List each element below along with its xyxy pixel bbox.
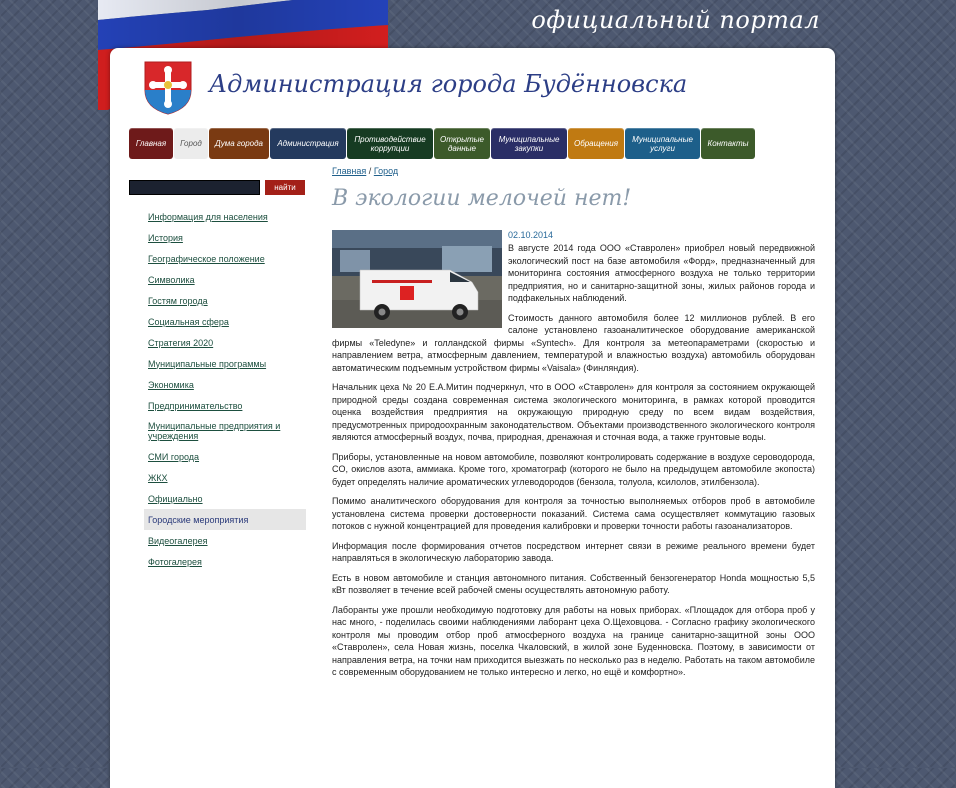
sidebar-item[interactable]: Информация для населения [148, 211, 268, 222]
sidebar-item[interactable]: Фотогалерея [148, 556, 202, 567]
article-paragraph: Приборы, установленные на новом автомобиле, позволяют контролировать содержание в воздухе сероводорода, CO, окислов азота, аммиака. Кроме того, хроматограф (которого не было на предыдущем автомобиле экопоста) будет определять наличие ароматических углеводородов (бензола, толуола, ксилолов, этилбензола). [332, 451, 815, 487]
article-paragraph: Лаборанты уже прошли необходимую подготовку для работы на новых приборах. «Площадок для отбора проб у нас много, - поделилась своими наблюдениями лаборант цеха О.Щеховцова. - Согласно графику экологического контроля мы проводим отбор проб атмосферного воздуха на границе санитарно-защитной зоны ООО «Ставролен», села Новая жизнь, поселка Чкаловский, в жилой зоне Буденновска. Поэтому, в зависимости от направления ветра, на точки нам приходится выезжать по несколько раз в неделю. Работать на таком автомобиле с современным оборудованием не только интересно и легко, но ещё и комфортно». [332, 604, 815, 677]
sidebar-item[interactable]: Муниципальные предприятия и учреждения [148, 421, 281, 441]
search-button[interactable]: найти [265, 180, 305, 195]
nav-tab-anticorruption[interactable]: Противодействие коррупции [347, 128, 433, 159]
article-paragraph: Есть в новом автомобиле и станция автономного питания. Собственный бензогенератор Honda мощностью 5,5 кВт позволяет в течение всей рабочей смены осуществлять автономную работу. [332, 572, 815, 595]
nav-tab-open-data[interactable]: Открытые данные [434, 128, 490, 159]
page-container [110, 48, 835, 788]
breadcrumb-separator: / [368, 166, 372, 176]
site-title: Администрация города Будённовска [209, 70, 688, 98]
nav-tab-services[interactable]: Муниципальные услуги [625, 128, 700, 159]
nav-tab-contacts[interactable]: Контакты [701, 128, 755, 159]
nav-tab-procurement[interactable]: Муниципальные закупки [491, 128, 567, 159]
sidebar-item[interactable]: История [148, 232, 183, 243]
sidebar-item[interactable]: СМИ города [148, 451, 200, 462]
article-paragraph: Помимо аналитического оборудования для контроля за точностью выполняемых отборов проб в автомобиле установлена система проверки достоверности показаний. Система сама осуществляет коммутацию газовых потоков с нужной концентрацией для проведения калибровки и проверки точности работы газоанализаторов. [332, 496, 815, 531]
nav-tab-appeals[interactable]: Обращения [568, 128, 624, 159]
article-paragraph: Начальник цеха № 20 Е.А.Митин подчеркнул, что в ООО «Ставролен» для контроля за состоянием окружающей природной среды создана современная система экологического мониторинга, в рамках которой проводится оценка воздействия предприятия на окружающую природную среду по всем видам воздействия, предусмотренных природоохранным законодательством. Объектами производственного экологического контроля являются атмосферный воздух, почва, природная, дренажная и сточная вода, а также грунтовые воды. [332, 382, 815, 442]
portal-title: официальный портал [531, 6, 820, 34]
breadcrumb-current-link[interactable]: Город [373, 166, 399, 176]
article-paragraph: Стоимость данного автомобиля более 12 миллионов рублей. В его салоне установлено газоаналитическое оборудование американской фирмы «Teledyne» и голландской фирмы «Syntech». Для контроля за метеопараметрами (скоростью и направлением ветра, атмосферным давлением, температурой и влажностью воздуха) автомобиль оборудован автоматическим подъемным устройством фирмы «Vaisala» (Финляндия). [332, 312, 815, 373]
sidebar-item[interactable]: ЖКХ [148, 472, 168, 483]
coat-of-arms-logo [143, 60, 193, 116]
nav-tab-administration[interactable]: Администрация [270, 128, 346, 159]
article-title: В экологии мелочей нет! [332, 186, 632, 211]
nav-tab-home[interactable]: Главная [129, 128, 173, 159]
breadcrumb-home-link[interactable]: Главная [332, 166, 367, 176]
sidebar-item[interactable]: Экономика [148, 379, 194, 390]
nav-tab-duma[interactable]: Дума города [209, 128, 269, 159]
main-navigation [129, 128, 756, 160]
sidebar-menu [144, 206, 306, 572]
article-paragraph: Информация после формирования отчетов посредством интернет связи в режиме реального времени будет направляться в экологическую лабораторию завода. [332, 540, 815, 563]
search-input[interactable] [129, 180, 260, 195]
sidebar-item[interactable]: Официально [148, 493, 203, 504]
article-date: 02.10.2014 [508, 230, 554, 240]
photo-spacer [332, 242, 508, 328]
sidebar-item[interactable]: Социальная сфера [148, 316, 229, 327]
sidebar-item-active[interactable]: Городские мероприятия [144, 515, 248, 525]
nav-tab-city[interactable]: Город [174, 128, 208, 159]
article-body [332, 242, 815, 686]
breadcrumb [332, 166, 815, 176]
sidebar-item[interactable]: Географическое положение [148, 253, 265, 264]
sidebar-item[interactable]: Предпринимательство [148, 400, 243, 411]
sidebar-item[interactable]: Муниципальные программы [148, 358, 267, 369]
article-paragraph: В августе 2014 года ООО «Ставролен» приобрел новый передвижной экологический пост на базе автомобиля «Форд», предназначенный для мониторинга состояния атмосферного воздуха не только территории предприятия, но и санитарно-защитной зоны, жилых районов города и подфакельных наблюдений. [508, 243, 815, 303]
sidebar-item[interactable]: Стратегия 2020 [148, 337, 214, 348]
sidebar-item[interactable]: Символика [148, 274, 195, 285]
article-content [332, 166, 815, 677]
sidebar-item[interactable]: Видеогалерея [148, 535, 208, 546]
sidebar-item[interactable]: Гостям города [148, 295, 208, 306]
